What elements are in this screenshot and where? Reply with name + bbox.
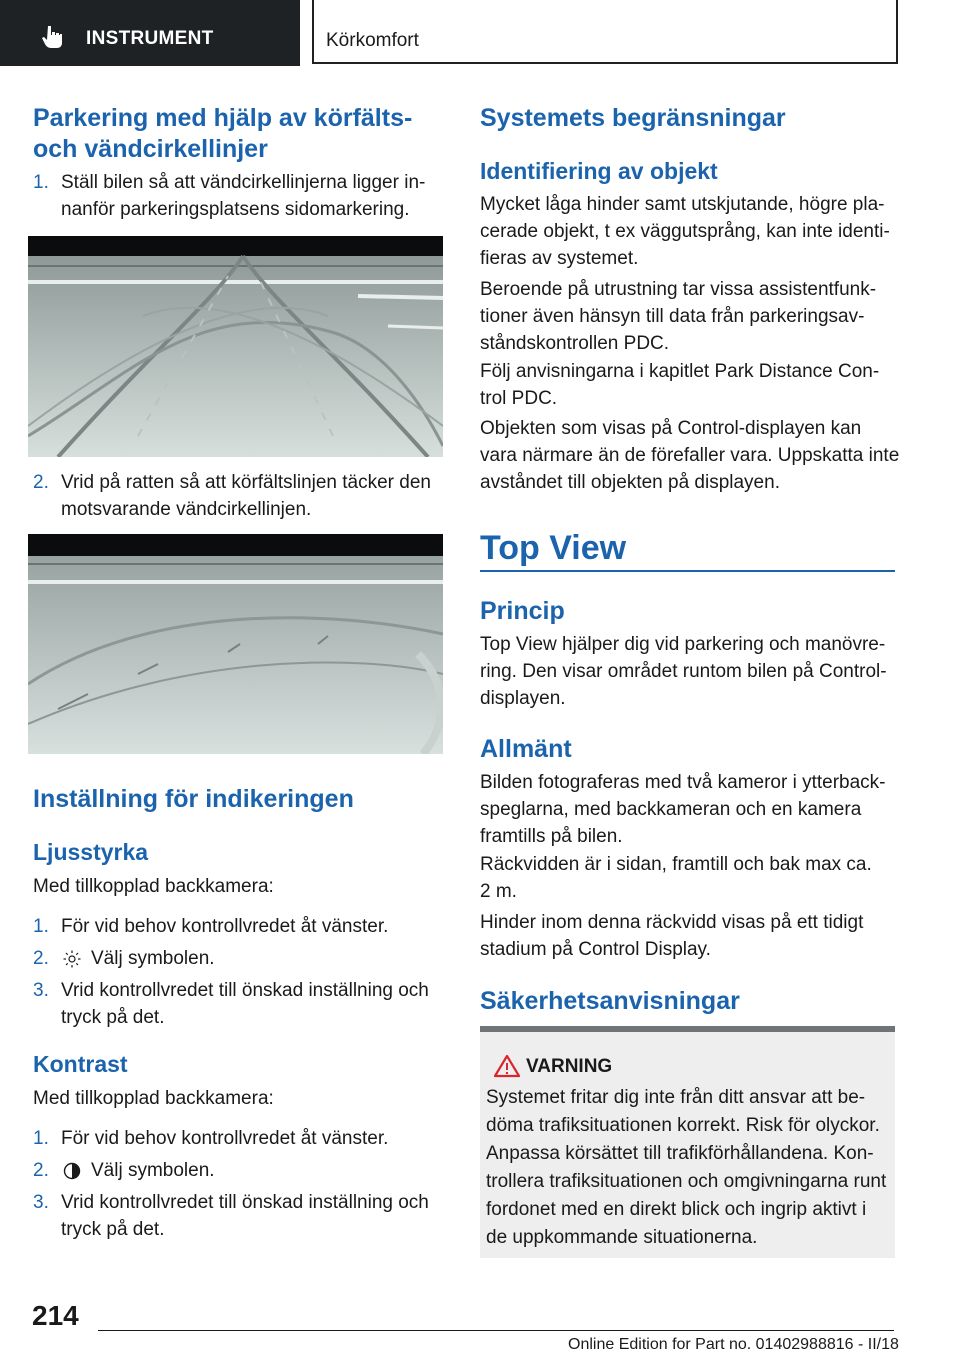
paragraph: Objekten som visas på Control-displayen kan vara närmare än de förefaller vara. Uppskatta inte avståndet till objekten på displayen. xyxy=(480,418,900,493)
step-text: Vrid på ratten så att körfältslinjen täcker den motsvarande vändcirkellinjen. xyxy=(61,472,431,520)
step-text: Vrid kontrollvredet till önskad inställning och tryck på det. xyxy=(61,1192,429,1240)
subheading-object-detection: Identifiering av objekt xyxy=(480,158,718,184)
step-text: Välj symbolen. xyxy=(91,1160,215,1181)
footer-divider xyxy=(98,1330,894,1331)
step-number: 3. xyxy=(33,1192,49,1213)
camera-view-image-1 xyxy=(28,236,443,457)
warning-title: VARNING xyxy=(526,1056,613,1077)
subheading-general: Allmänt xyxy=(480,735,572,763)
step-number: 1. xyxy=(33,172,49,193)
warning-icon xyxy=(494,1054,520,1078)
step-text: Ställ bilen så att vändcirkellinjerna ligger in- nanför parkeringsplatsens sidomarkering. xyxy=(61,172,426,220)
step-text: För vid behov kontrollvredet åt vänster. xyxy=(61,1128,389,1149)
section-heading-limitations: Systemets begränsningar xyxy=(480,104,786,132)
paragraph: Beroende på utrustning tar vissa assistentfunk- tioner även hänsyn till data från parkeringsav- ståndskontrollen PDC. xyxy=(480,279,877,354)
step-text: Välj symbolen. xyxy=(91,948,215,969)
step-text: För vid behov kontrollvredet åt vänster. xyxy=(61,916,389,937)
chapter-label: INSTRUMENT xyxy=(86,28,214,49)
chapter-tab[interactable] xyxy=(0,0,300,66)
step-number: 2. xyxy=(33,948,49,969)
section-heading-settings: Inställning för indikeringen xyxy=(33,785,354,813)
paragraph: Följ anvisningarna i kapitlet Park Distance Con- trol PDC. xyxy=(480,361,880,409)
step-text: Vrid kontrollvredet till önskad inställning och tryck på det. xyxy=(61,980,429,1028)
paragraph: Bilden fotograferas med två kameror i ytterback- speglarna, med backkameran och en kamera framtills på bilen. xyxy=(480,772,886,847)
sun-icon xyxy=(63,950,81,968)
paragraph: Mycket låga hinder samt utskjutande, högre pla- cerade objekt, t ex väggutsprång, kan inte identi- fieras av systemet. xyxy=(480,194,890,269)
warning-text: Systemet fritar dig inte från ditt ansvar att be- döma trafiksituationen korrekt. Risk för olyckor. Anpassa körsättet till trafikförhållandena. Kon- trollera trafiksituationen och omgivningarna runt fordonet med en direkt blick och ingrip aktivt i de uppkommande situationerna. xyxy=(486,1087,887,1248)
subheading-contrast: Kontrast xyxy=(33,1051,128,1077)
hand-pointer-icon xyxy=(40,24,64,48)
step-number: 2. xyxy=(33,472,49,493)
step-number: 3. xyxy=(33,980,49,1001)
subheading-brightness: Ljusstyrka xyxy=(33,839,149,865)
step-number: 1. xyxy=(33,1128,49,1149)
chapter-title: Top View xyxy=(480,529,627,567)
warning-bar xyxy=(480,1026,895,1032)
step-number: 1. xyxy=(33,916,49,937)
chapter-rule xyxy=(480,570,895,572)
page-number: 214 xyxy=(32,1300,79,1331)
paragraph: Hinder inom denna räckvidd visas på ett tidigt stadium på Control Display. xyxy=(480,912,864,960)
section-heading-parking: Parkering med hjälp av körfälts- och vändcirkellinjer xyxy=(33,104,413,163)
step-number: 2. xyxy=(33,1160,49,1181)
paragraph: Med tillkopplad backkamera: xyxy=(33,1088,274,1109)
section-heading-safety: Säkerhetsanvisningar xyxy=(480,987,740,1015)
edition-text: Online Edition for Part no. 01402988816 - II/18 xyxy=(568,1336,899,1353)
paragraph: Räckvidden är i sidan, framtill och bak max ca. 2 m. xyxy=(480,854,872,902)
section-label: Körkomfort xyxy=(326,30,419,51)
camera-view-image-2 xyxy=(28,534,443,754)
warning-box xyxy=(480,1026,895,1258)
paragraph: Med tillkopplad backkamera: xyxy=(33,876,274,897)
paragraph: Top View hjälper dig vid parkering och manövre- ring. Den visar området runtom bilen på Control- displayen. xyxy=(480,634,887,709)
subheading-principle: Princip xyxy=(480,597,565,625)
contrast-icon xyxy=(63,1162,81,1180)
section-tab xyxy=(312,0,898,64)
